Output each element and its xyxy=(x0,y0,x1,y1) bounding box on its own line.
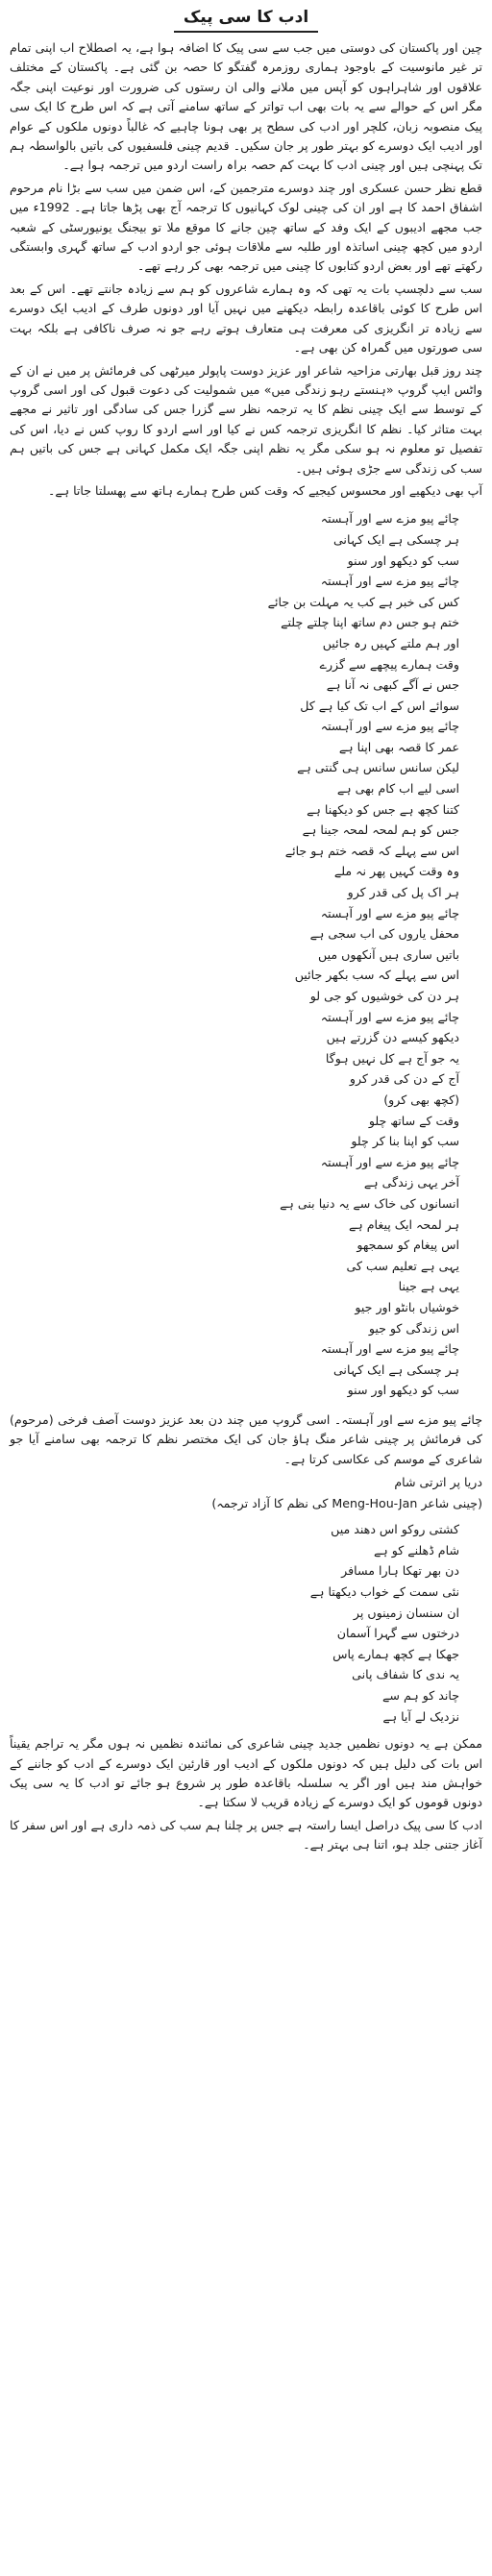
article-body xyxy=(10,38,482,1855)
article-paragraph: چین اور پاکستان کی دوستی میں جب سے سی پیک کا اضافہ ہوا ہے، یہ اصطلاح اب اپنی تمام تر غیر مانوسیت کے باوجود ہماری روزمرہ گفتگو کا حصہ بن گئی ہے۔ پاکستان کے مختلف علاقوں اور شاہراہوں کو آپس میں ملانے والی ان رستوں کی ضرورت اور نوعیت اپنی جگہ مگر اس کے حوالے سے یہ بات بھی اب تواتر کے ساتھ سامنے آتی ہے کہ اس طرح کا ایک سی پیک منصوبہ زبان، کلچر اور ادب کی سطح پر بھی ہونا چاہیے کہ غالباً دونوں ملکوں کے عوام اور ادیب ایک دوسرے کو بہتر طور پر جان سکیں۔ قدیم چینی فلسفیوں کی باتیں بالواسطہ ہم تک پہنچی ہیں اور چینی ادب کا بہت کم حصہ براہ راست اردو میں ترجمہ ہوا ہے۔ xyxy=(10,40,482,173)
poem-line: اسی لیے اب کام بھی ہے xyxy=(336,781,459,797)
poem-line: ہر اک پل کی قدر کرو xyxy=(347,885,459,900)
poem-line: انسانوں کی خاک سے یہ دنیا بنی ہے xyxy=(280,1195,459,1211)
poem-line: اور ہم ملتے کہیں رہ جائیں xyxy=(322,635,459,650)
article-paragraph: چند روز قبل بھارتی مزاحیہ شاعر اور عزیز دوست پاپولر میرٹھی کی فرمائش پر میں نے ان کے واٹس ایپ گروپ «ہنستے رہو زندگی میں» میں شمولیت کی دعوت قبول کی اور اسی گروپ کے توسط سے ایک چینی نظم کا یہ ترجمہ نظر سے گزرا جس کی سادگی اور تاثیر نے مجھے بہت متاثر کیا۔ نظم کا انگریزی ترجمہ کس نے کیا اور اسے اردو کا روپ کس نے دیا، اس کی تفصیل تو معلوم نہ ہو سکی مگر یہ نظم اپنی جگہ ایک مکمل کہانی ہے جس کی باتیں ہم سب کی زندگی سے جڑی ہوئی ہیں۔ xyxy=(10,362,482,476)
poem-line: ہر دن کی خوشیوں کو جی لو xyxy=(309,989,459,1003)
poem-line: چائے پیو مزے سے اور آہستہ xyxy=(320,511,459,527)
poem-line: کشتی روکو اس دھند میں xyxy=(331,1522,459,1537)
article-paragraph: ممکن ہے یہ دونوں نظمیں جدید چینی شاعری کی نمائندہ نظمیں نہ ہوں مگر یہ تراجم یقیناً اس بات کی دلیل ہیں کہ دونوں ملکوں کے ادیب اور قارئین ایک دوسرے کے ادب کو جاننے کے خواہش مند ہیں اور اگر یہ سلسلہ باقاعدہ طور پر شروع ہو جائے تو ادب کا یہ سی پیک دونوں قوموں کو ایک دوسرے کے زیادہ قریب لا سکتا ہے۔ xyxy=(10,1736,482,1810)
poem-line: وقت کے ساتھ چلو xyxy=(368,1113,459,1128)
poem-line: ختم ہو جس دم ساتھ اپنا چلتے چلتے xyxy=(281,615,459,630)
poem-line: کس کی خبر ہے کب یہ مہلت بن جائے xyxy=(267,594,459,609)
poem-line: چائے پیو مزے سے اور آہستہ xyxy=(320,1341,459,1357)
poem-line: اس سے پہلے کہ قصہ ختم ہو جائے xyxy=(284,843,459,858)
article-paragraph: ادب کا سی پیک دراصل ایسا راستہ ہے جس پر چلنا ہم سب کی ذمہ داری ہے اور اس سفر کا آغاز جتنی جلد ہو، اتنا ہی بہتر ہے۔ xyxy=(10,1817,482,1852)
poem-line: محفل یاروں کی اب سجی ہے xyxy=(309,926,459,942)
article-paragraph: چائے پیو مزے سے اور آہستہ۔ اسی گروپ میں چند دن بعد عزیز دوست آصف فرخی (مرحوم) کی فرمائش پر چینی شاعر منگ ہاؤ جان کی ایک مختصر نظم کا ترجمہ بھی سامنے آیا جو شاعری کے موسم کی عکاسی کرتا ہے۔ xyxy=(10,1411,482,1466)
poem-line: آخر یہی زندگی ہے xyxy=(363,1175,459,1190)
poem-line: سب کو اپنا بنا کر چلو xyxy=(351,1134,459,1149)
poem-line: جس کو ہم لمحہ لمحہ جینا ہے xyxy=(302,822,459,838)
poem-line: ان سنسان زمینوں پر xyxy=(353,1605,459,1620)
poem-line: اس پیغام کو سمجھو xyxy=(357,1238,459,1253)
poem-line: جس نے آگے کبھی نہ آنا ہے xyxy=(326,677,459,693)
poem-line: باتیں ساری ہیں آنکھوں میں xyxy=(318,946,459,962)
poem-line: چائے پیو مزے سے اور آہستہ xyxy=(320,719,459,734)
article-paragraph: آپ بھی دیکھیے اور محسوس کیجیے کہ وقت کس طرح ہمارے ہاتھ سے پھسلتا جاتا ہے۔ xyxy=(47,482,482,498)
poem-line: اس سے پہلے کہ سب بکھر جائیں xyxy=(294,968,459,983)
poem-line: یہ جو آج ہے کل نہیں ہوگا xyxy=(325,1050,459,1066)
poem-line: چائے پیو مزے سے اور آہستہ xyxy=(320,1154,459,1169)
poem-line: ہر چسکی ہے ایک کہانی xyxy=(332,1362,459,1377)
article-paragraph: سب سے دلچسپ بات یہ تھی کہ وہ ہمارے شاعروں کو ہم سے زیادہ جانتے تھے۔ اس کے بعد اس طرح کا کوئی باقاعدہ رابطہ دیکھنے میں نہیں آیا اور دونوں طرف کے ادیب ایک دوسرے سے زیادہ تر انگریزی کی معرفت ہی متعارف ہوتے رہے جو نہ صرف ناکافی ہے بلکہ بہت سی صورتوں میں گمراہ کن بھی ہے۔ xyxy=(10,281,482,356)
poem-line: جھکا ہے کچھ ہمارے پاس xyxy=(332,1646,459,1661)
poem-line: اس زندگی کو جیو xyxy=(368,1320,459,1336)
title-underline xyxy=(174,31,318,33)
poem-line: وقت ہمارے پیچھے سے گزرے xyxy=(319,656,459,672)
poem-line: سب کو دیکھو اور سنو xyxy=(347,1383,459,1398)
poem-line: سوائے اس کے اب تک کیا ہے کل xyxy=(300,698,459,713)
poem-line: یہی ہے تعلیم سب کی xyxy=(346,1258,459,1273)
poem-line: یہی ہے جینا xyxy=(398,1279,459,1294)
poem-line: (کچھ بھی کرو) xyxy=(383,1092,459,1107)
poem-line: لیکن سانس سانس ہی گنتی ہے xyxy=(297,760,459,775)
poem-line: چائے پیو مزے سے اور آہستہ xyxy=(320,905,459,920)
page-title: ادب کا سی پیک xyxy=(183,8,309,27)
poem-subheading: (چینی شاعر Meng-Hou-Jan کی نظم کا آزاد ترجمہ) xyxy=(211,1495,482,1510)
poem-line: چائے پیو مزے سے اور آہستہ xyxy=(320,1009,459,1024)
poem-line: یہ ندی کا شفاف پانی xyxy=(352,1667,459,1682)
poem-line: نزدیک لے آیا ہے xyxy=(382,1708,459,1724)
poem-line: عمر کا قصہ بھی اپنا ہے xyxy=(338,739,459,754)
poem-line: درختوں سے گہرا آسمان xyxy=(336,1626,459,1641)
poem-line: وہ وقت کہیں پھر نہ ملے xyxy=(333,864,459,879)
poem-line: سب کو دیکھو اور سنو xyxy=(347,552,459,568)
poem-block xyxy=(10,508,482,1401)
poem-line: خوشیاں بانٹو اور جیو xyxy=(355,1299,459,1314)
poem-line: ہر چسکی ہے ایک کہانی xyxy=(332,531,459,547)
poem-line: کتنا کچھ ہے جس کو دیکھنا ہے xyxy=(307,801,459,817)
poem-line: ہر لمحہ ایک پیغام ہے xyxy=(348,1216,459,1232)
article-paragraph: قطع نظر حسن عسکری اور چند دوسرے مترجمین کے، اس ضمن میں سب سے بڑا نام مرحوم اشفاق احمد کا ہے اور ان کی چینی لوک کہانیوں کا ترجمہ آج بھی پڑھا جاتا ہے۔ 1992ء میں جب مجھے ادیبوں کے ایک وفد کے ساتھ چین جانے کا موقع ملا تو بیجنگ یونیورسٹی کے شعبہ اردو میں کچھ چینی اساتذہ اور طلبہ سے ملاقات ہوئی جو اردو ادب کے ساتھ گہری وابستگی رکھتے تھے اور بعض اردو کتابوں کا چینی میں ترجمہ بھی کر رہے تھے۔ xyxy=(10,180,482,274)
poem-line: شام ڈھلنے کو ہے xyxy=(373,1542,459,1558)
poem-line: نئی سمت کے خواب دیکھتا ہے xyxy=(309,1584,459,1600)
poem-line: آج کے دن کی قدر کرو xyxy=(349,1071,459,1087)
poem-block-2 xyxy=(10,1519,482,1727)
poem-line: چائے پیو مزے سے اور آہستہ xyxy=(320,574,459,589)
section-heading: دریا پر اترتی شام xyxy=(394,1475,482,1490)
poem-line: چاند کو ہم سے xyxy=(382,1688,459,1704)
poem-line: دیکھو کیسے دن گزرتے ہیں xyxy=(326,1030,459,1045)
poem-line: دن بھر تھکا ہارا مسافر xyxy=(341,1563,459,1579)
